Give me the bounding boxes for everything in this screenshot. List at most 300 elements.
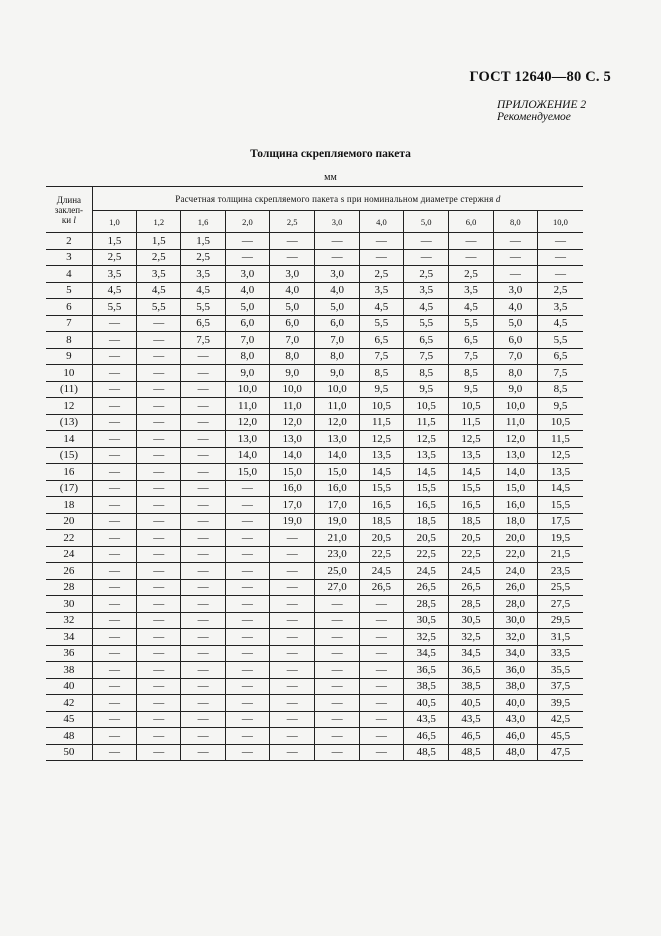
table-row: [46, 480, 583, 497]
thickness-cell: —: [137, 398, 181, 415]
thickness-cell: 3,5: [359, 282, 403, 299]
thickness-cell: 3,5: [404, 282, 449, 299]
table-row: [46, 282, 583, 299]
table-row: [46, 629, 583, 646]
thickness-cell: 28,5: [404, 596, 449, 613]
thickness-cell: 11,0: [270, 398, 315, 415]
thickness-cell: 6,5: [359, 332, 403, 349]
thickness-cell: —: [137, 596, 181, 613]
rivet-length-cell: (15): [46, 447, 92, 464]
thickness-cell: —: [225, 233, 269, 250]
thickness-cell: 46,0: [493, 728, 537, 745]
thickness-cell: —: [92, 381, 136, 398]
rivet-length-cell: 14: [46, 431, 92, 448]
thickness-cell: 22,5: [449, 546, 493, 563]
thickness-cell: —: [225, 662, 269, 679]
thickness-cell: —: [92, 332, 136, 349]
table-row: [46, 645, 583, 662]
thickness-cell: —: [315, 662, 359, 679]
thickness-cell: 31,5: [537, 629, 583, 646]
thickness-cell: —: [225, 513, 269, 530]
thickness-cell: —: [92, 695, 136, 712]
thickness-cell: —: [92, 678, 136, 695]
thickness-cell: 22,5: [404, 546, 449, 563]
length-header-line: заклеп-: [54, 204, 84, 215]
thickness-cell: 7,5: [404, 348, 449, 365]
thickness-cell: 2,5: [449, 266, 493, 283]
thickness-cell: 26,5: [404, 579, 449, 596]
thickness-cell: 40,0: [493, 695, 537, 712]
thickness-cell: —: [92, 711, 136, 728]
rivet-length-cell: 40: [46, 678, 92, 695]
table-row: [46, 678, 583, 695]
thickness-cell: —: [315, 678, 359, 695]
table-row: [46, 365, 583, 382]
rivet-length-cell: 12: [46, 398, 92, 415]
thickness-cell: 23,0: [315, 546, 359, 563]
table-row: [46, 612, 583, 629]
thickness-cell: 20,5: [359, 530, 403, 547]
thickness-cell: 10,5: [449, 398, 493, 415]
thickness-cell: 34,5: [404, 645, 449, 662]
thickness-cell: —: [225, 546, 269, 563]
thickness-cell: 4,5: [449, 299, 493, 316]
thickness-cell: 10,5: [404, 398, 449, 415]
thickness-cell: 10,0: [493, 398, 537, 415]
thickness-cell: —: [137, 381, 181, 398]
thickness-cell: 3,0: [315, 266, 359, 283]
thickness-cell: —: [270, 546, 315, 563]
thickness-cell: —: [181, 480, 225, 497]
thickness-cell: —: [359, 711, 403, 728]
thickness-cell: —: [225, 563, 269, 580]
thickness-cell: 7,0: [225, 332, 269, 349]
thickness-cell: —: [181, 513, 225, 530]
thickness-cell: 17,0: [270, 497, 315, 514]
thickness-cell: 20,5: [404, 530, 449, 547]
thickness-cell: —: [137, 513, 181, 530]
thickness-cell: —: [181, 414, 225, 431]
thickness-cell: —: [137, 431, 181, 448]
thickness-cell: —: [270, 695, 315, 712]
thickness-cell: —: [137, 530, 181, 547]
thickness-cell: 16,5: [359, 497, 403, 514]
thickness-cell: 5,0: [270, 299, 315, 316]
thickness-cell: 6,0: [493, 332, 537, 349]
thickness-cell: 34,5: [449, 645, 493, 662]
thickness-cell: —: [137, 332, 181, 349]
rivet-length-cell: 5: [46, 282, 92, 299]
thickness-cell: 43,5: [404, 711, 449, 728]
thickness-cell: —: [92, 513, 136, 530]
thickness-cell: 48,5: [449, 744, 493, 761]
thickness-cell: 21,5: [537, 546, 583, 563]
thickness-cell: 6,5: [449, 332, 493, 349]
thickness-cell: 8,0: [225, 348, 269, 365]
table-body: [46, 233, 583, 761]
thickness-cell: 12,5: [359, 431, 403, 448]
thickness-cell: 34,0: [493, 645, 537, 662]
thickness-cell: 18,5: [359, 513, 403, 530]
rivet-length-cell: 36: [46, 645, 92, 662]
thickness-cell: —: [359, 662, 403, 679]
thickness-cell: —: [537, 266, 583, 283]
thickness-cell: 5,0: [493, 315, 537, 332]
rivet-length-cell: 7: [46, 315, 92, 332]
diameter-header-cell: 1,2: [137, 211, 181, 233]
thickness-cell: —: [315, 596, 359, 613]
thickness-cell: —: [181, 431, 225, 448]
thickness-cell: —: [315, 249, 359, 266]
thickness-cell: —: [181, 612, 225, 629]
table-title: Толщина скрепляемого пакета: [250, 148, 411, 160]
thickness-cell: 24,0: [493, 563, 537, 580]
thickness-cell: 11,5: [537, 431, 583, 448]
thickness-header: [92, 187, 583, 211]
thickness-cell: —: [270, 678, 315, 695]
thickness-cell: —: [359, 678, 403, 695]
thickness-cell: 19,5: [537, 530, 583, 547]
rivet-length-cell: 2: [46, 233, 92, 250]
thickness-cell: 4,0: [225, 282, 269, 299]
thickness-cell: 14,0: [225, 447, 269, 464]
thickness-cell: 7,0: [270, 332, 315, 349]
table-row: [46, 728, 583, 745]
rivet-length-cell: 3: [46, 249, 92, 266]
thickness-cell: —: [270, 612, 315, 629]
thickness-cell: 12,5: [404, 431, 449, 448]
rivet-length-cell: (11): [46, 381, 92, 398]
rivet-length-cell: 32: [46, 612, 92, 629]
thickness-cell: 32,5: [449, 629, 493, 646]
thickness-cell: 15,0: [225, 464, 269, 481]
thickness-cell: —: [137, 678, 181, 695]
thickness-cell: 9,0: [493, 381, 537, 398]
thickness-cell: —: [181, 447, 225, 464]
thickness-cell: 4,0: [315, 282, 359, 299]
appendix-title: ПРИЛОЖЕНИЕ 2: [497, 99, 587, 111]
thickness-cell: 2,5: [92, 249, 136, 266]
thickness-cell: 3,5: [92, 266, 136, 283]
thickness-cell: —: [537, 249, 583, 266]
thickness-cell: 19,0: [315, 513, 359, 530]
thickness-cell: 16,0: [315, 480, 359, 497]
thickness-cell: 38,5: [404, 678, 449, 695]
thickness-cell: —: [225, 711, 269, 728]
thickness-cell: 8,5: [449, 365, 493, 382]
table-unit: мм: [324, 172, 337, 183]
thickness-cell: 24,5: [359, 563, 403, 580]
rivet-length-cell: 22: [46, 530, 92, 547]
thickness-cell: 39,5: [537, 695, 583, 712]
thickness-cell: —: [92, 645, 136, 662]
thickness-cell: 3,5: [449, 282, 493, 299]
thickness-cell: 5,5: [537, 332, 583, 349]
thickness-cell: —: [137, 447, 181, 464]
thickness-cell: 15,0: [315, 464, 359, 481]
thickness-cell: 3,0: [493, 282, 537, 299]
thickness-cell: 9,5: [537, 398, 583, 415]
thickness-cell: —: [137, 695, 181, 712]
thickness-cell: —: [181, 662, 225, 679]
thickness-cell: —: [137, 480, 181, 497]
thickness-cell: —: [92, 497, 136, 514]
thickness-cell: 5,5: [359, 315, 403, 332]
thickness-cell: 14,0: [315, 447, 359, 464]
thickness-cell: 21,0: [315, 530, 359, 547]
thickness-cell: 11,0: [493, 414, 537, 431]
thickness-cell: —: [92, 596, 136, 613]
thickness-cell: 24,5: [404, 563, 449, 580]
thickness-cell: 9,0: [225, 365, 269, 382]
thickness-cell: 11,0: [225, 398, 269, 415]
thickness-cell: —: [137, 315, 181, 332]
thickness-cell: —: [315, 744, 359, 761]
diameter-header-cell: 8,0: [493, 211, 537, 233]
thickness-cell: —: [181, 497, 225, 514]
table-row: [46, 563, 583, 580]
thickness-cell: 14,5: [404, 464, 449, 481]
thickness-cell: 32,5: [404, 629, 449, 646]
thickness-cell: 27,5: [537, 596, 583, 613]
rivet-length-cell: 48: [46, 728, 92, 745]
thickness-cell: 11,5: [449, 414, 493, 431]
thickness-cell: —: [92, 728, 136, 745]
thickness-cell: —: [137, 464, 181, 481]
thickness-cell: 28,0: [493, 596, 537, 613]
table-row: [46, 332, 583, 349]
thickness-cell: 2,5: [181, 249, 225, 266]
thickness-cell: 36,5: [404, 662, 449, 679]
thickness-cell: 38,5: [449, 678, 493, 695]
thickness-cell: 30,5: [449, 612, 493, 629]
thickness-cell: —: [92, 744, 136, 761]
table-row: [46, 431, 583, 448]
thickness-cell: —: [181, 678, 225, 695]
thickness-cell: —: [137, 563, 181, 580]
thickness-cell: 4,5: [404, 299, 449, 316]
thickness-cell: —: [181, 381, 225, 398]
thickness-cell: —: [225, 596, 269, 613]
thickness-cell: —: [92, 629, 136, 646]
rivet-length-cell: 30: [46, 596, 92, 613]
thickness-cell: 18,0: [493, 513, 537, 530]
thickness-cell: 8,0: [270, 348, 315, 365]
thickness-cell: —: [359, 249, 403, 266]
thickness-cell: —: [493, 266, 537, 283]
thickness-cell: 16,5: [449, 497, 493, 514]
thickness-cell: 5,5: [92, 299, 136, 316]
thickness-cell: —: [359, 695, 403, 712]
rivet-length-cell: 16: [46, 464, 92, 481]
thickness-cell: —: [92, 480, 136, 497]
thickness-cell: 14,0: [270, 447, 315, 464]
thickness-cell: 1,5: [92, 233, 136, 250]
rivet-length-cell: 26: [46, 563, 92, 580]
thickness-cell: 2,5: [404, 266, 449, 283]
thickness-cell: 11,0: [315, 398, 359, 415]
thickness-cell: —: [137, 414, 181, 431]
rivet-length-cell: (13): [46, 414, 92, 431]
thickness-cell: 14,5: [359, 464, 403, 481]
thickness-cell: 7,0: [315, 332, 359, 349]
thickness-cell: 11,5: [404, 414, 449, 431]
thickness-cell: 3,0: [225, 266, 269, 283]
table-row: [46, 497, 583, 514]
thickness-cell: 19,0: [270, 513, 315, 530]
thickness-cell: —: [359, 629, 403, 646]
thickness-cell: —: [181, 629, 225, 646]
thickness-cell: —: [92, 563, 136, 580]
thickness-cell: —: [225, 678, 269, 695]
thickness-cell: —: [270, 249, 315, 266]
thickness-cell: —: [92, 662, 136, 679]
table-row: [46, 299, 583, 316]
thickness-cell: —: [270, 563, 315, 580]
thickness-cell: 40,5: [449, 695, 493, 712]
thickness-cell: —: [92, 431, 136, 448]
thickness-cell: 4,5: [359, 299, 403, 316]
thickness-cell: —: [225, 629, 269, 646]
thickness-cell: 6,0: [315, 315, 359, 332]
thickness-cell: —: [181, 530, 225, 547]
rivet-length-cell: 34: [46, 629, 92, 646]
thickness-cell: —: [92, 398, 136, 415]
length-header-line: ки: [61, 214, 72, 225]
thickness-cell: 10,5: [537, 414, 583, 431]
thickness-cell: —: [92, 546, 136, 563]
thickness-cell: —: [181, 398, 225, 415]
thickness-cell: —: [359, 645, 403, 662]
thickness-cell: 5,5: [181, 299, 225, 316]
thickness-cell: 3,0: [270, 266, 315, 283]
thickness-cell: —: [92, 612, 136, 629]
table-row: [46, 249, 583, 266]
thickness-cell: 9,5: [404, 381, 449, 398]
rivet-length-cell: 50: [46, 744, 92, 761]
thickness-cell: —: [270, 711, 315, 728]
thickness-cell: —: [181, 695, 225, 712]
thickness-cell: 8,5: [404, 365, 449, 382]
thickness-cell: —: [225, 612, 269, 629]
thickness-cell: —: [315, 629, 359, 646]
thickness-cell: 13,5: [359, 447, 403, 464]
thickness-cell: —: [270, 645, 315, 662]
thickness-cell: —: [137, 744, 181, 761]
thickness-cell: 12,0: [493, 431, 537, 448]
table-row: [46, 513, 583, 530]
thickness-cell: 2,5: [537, 282, 583, 299]
rivet-length-cell: 8: [46, 332, 92, 349]
thickness-cell: —: [315, 612, 359, 629]
thickness-cell: 14,5: [449, 464, 493, 481]
table-row: [46, 695, 583, 712]
thickness-cell: —: [181, 546, 225, 563]
thickness-cell: 23,5: [537, 563, 583, 580]
diameter-header-cell: 6,0: [449, 211, 493, 233]
thickness-cell: 48,5: [404, 744, 449, 761]
thickness-cell: 42,5: [537, 711, 583, 728]
table-row: [46, 315, 583, 332]
thickness-cell: —: [92, 365, 136, 382]
thickness-cell: 14,0: [493, 464, 537, 481]
thickness-cell: —: [181, 579, 225, 596]
thickness-cell: —: [181, 596, 225, 613]
thickness-cell: 46,5: [404, 728, 449, 745]
thickness-cell: 40,5: [404, 695, 449, 712]
thickness-cell: 15,0: [493, 480, 537, 497]
thickness-cell: 9,0: [315, 365, 359, 382]
thickness-cell: —: [137, 662, 181, 679]
thickness-cell: 6,5: [404, 332, 449, 349]
thickness-cell: 5,5: [137, 299, 181, 316]
table-row: [46, 447, 583, 464]
thickness-cell: —: [404, 233, 449, 250]
thickness-cell: 10,0: [315, 381, 359, 398]
rivet-length-cell: 9: [46, 348, 92, 365]
rivet-length-cell: (17): [46, 480, 92, 497]
thickness-cell: 15,5: [359, 480, 403, 497]
thickness-cell: 16,5: [404, 497, 449, 514]
thickness-cell: 43,0: [493, 711, 537, 728]
thickness-cell: 17,0: [315, 497, 359, 514]
thickness-cell: 25,5: [537, 579, 583, 596]
thickness-cell: 5,5: [449, 315, 493, 332]
thickness-cell: 45,5: [537, 728, 583, 745]
thickness-cell: 2,5: [137, 249, 181, 266]
thickness-cell: 9,5: [359, 381, 403, 398]
length-header-line: Длина: [56, 194, 82, 205]
thickness-cell: 4,0: [270, 282, 315, 299]
thickness-cell: —: [315, 711, 359, 728]
thickness-table: [46, 186, 583, 761]
thickness-cell: 7,5: [449, 348, 493, 365]
thickness-cell: 14,5: [537, 480, 583, 497]
table-row: [46, 596, 583, 613]
thickness-cell: 3,5: [137, 266, 181, 283]
thickness-cell: 12,5: [449, 431, 493, 448]
thickness-cell: 20,0: [493, 530, 537, 547]
thickness-cell: 18,5: [404, 513, 449, 530]
thickness-cell: 10,5: [359, 398, 403, 415]
table-row: [46, 266, 583, 283]
thickness-cell: 18,5: [449, 513, 493, 530]
thickness-cell: —: [137, 629, 181, 646]
thickness-cell: 12,0: [270, 414, 315, 431]
table-row: [46, 414, 583, 431]
thickness-cell: 4,5: [92, 282, 136, 299]
table-row: [46, 348, 583, 365]
thickness-cell: 37,5: [537, 678, 583, 695]
thickness-cell: 13,0: [270, 431, 315, 448]
table-row: [46, 546, 583, 563]
thickness-cell: —: [449, 249, 493, 266]
table-row: [46, 530, 583, 547]
thickness-cell: 26,0: [493, 579, 537, 596]
thickness-cell: 13,5: [404, 447, 449, 464]
thickness-cell: 32,0: [493, 629, 537, 646]
thickness-cell: 13,5: [537, 464, 583, 481]
thickness-cell: 10,0: [270, 381, 315, 398]
thickness-cell: 2,5: [359, 266, 403, 283]
thickness-cell: —: [270, 662, 315, 679]
thickness-cell: —: [225, 579, 269, 596]
thickness-cell: —: [137, 348, 181, 365]
thickness-cell: 5,0: [225, 299, 269, 316]
thickness-cell: —: [359, 744, 403, 761]
thickness-cell: 9,5: [449, 381, 493, 398]
thickness-cell: 15,5: [537, 497, 583, 514]
